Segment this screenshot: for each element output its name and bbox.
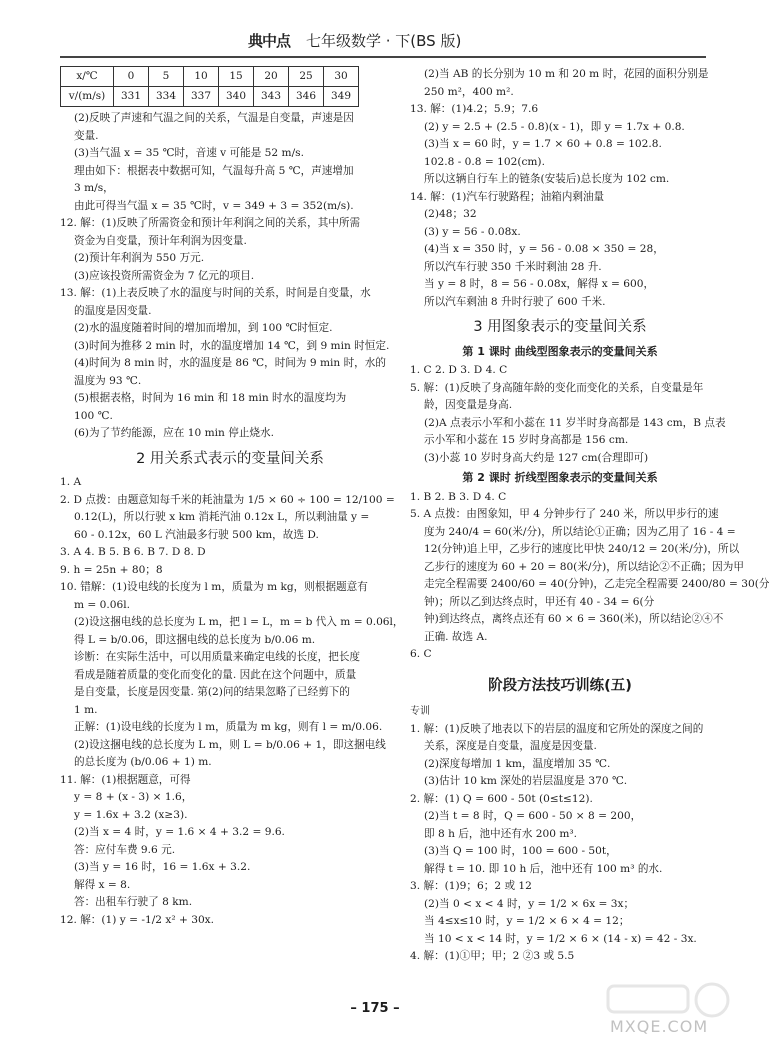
answer-line: 14. 解：(1)汽车行驶路程；油箱内剩油量 xyxy=(410,190,605,203)
speed-temperature-table xyxy=(60,66,359,107)
answer-line: 由此可得当气温 x = 35 ℃时，v = 349 + 3 = 352(m/s). xyxy=(74,199,354,212)
answer-line: 当 10 < x < 14 时，y = 1/2 × 6 × (14 - x) = 42 - 3x. xyxy=(424,932,697,945)
answer-line: 解得 x = 8. xyxy=(74,878,131,891)
brand-logo: 典中点 xyxy=(248,32,291,50)
left-column xyxy=(60,66,404,929)
answer-block xyxy=(60,474,404,929)
answer-line: (2)当 t = 8 时，Q = 600 - 50 × 8 = 200， xyxy=(424,810,642,822)
answer-line: (3)当 Q = 100 时，100 = 600 - 50t， xyxy=(424,845,617,857)
answer-line: 所以汽车行驶 350 千米时剩油 28 升. xyxy=(424,260,602,273)
answer-line: 3 m/s， xyxy=(74,182,114,194)
answer-line: 12. 解：(1)反映了所需资金和预计年利润之间的关系，其中所需 xyxy=(60,217,361,229)
lesson-title: 第 2 课时 折线型图象表示的变量间关系 xyxy=(462,471,658,484)
answer-line: y = 8 + (x - 3) × 1.6， xyxy=(74,791,193,803)
answer-line: 是自变量，长度是因变量. 第(2)问的结果忽略了已经剪下的 xyxy=(74,686,350,698)
answer-line: 102.8 - 0.8 = 102(cm). xyxy=(424,155,545,168)
answer-line: 4. 解：(1)①甲；甲；2 ②3 或 5.5 xyxy=(410,950,575,962)
answer-line: (4)时间为 8 min 时，水的温度是 86 ℃，时间为 9 min 时，水的 xyxy=(74,357,386,369)
answer-line: 1 m. xyxy=(74,703,98,716)
special-label: 专训 xyxy=(410,706,430,717)
answer-block xyxy=(410,362,726,467)
answer-line: 当 4≤x≤10 时，y = 1/2 × 6 × 4 = 12； xyxy=(424,915,630,927)
answer-line: 250 m²，400 m². xyxy=(424,85,514,98)
answer-line: 60 - 0.12x，60 L 汽油最多行驶 500 km，故选 D. xyxy=(74,528,319,541)
answer-line: (2)反映了声速和气温之间的关系，气温是自变量，声速是因 xyxy=(74,112,354,124)
answer-line: (3)时间为推移 2 min 时，水的温度增加 14 ℃，到 9 min 时恒定. xyxy=(74,339,390,352)
answer-line: (3)当 y = 16 时，16 = 1.6x + 3.2. xyxy=(74,861,251,873)
answer-line: (3)当 x = 60 时，y = 1.7 × 60 + 0.8 = 102.8. xyxy=(424,138,662,150)
answer-line: m = 0.06l. xyxy=(74,598,130,611)
table-cell: 30 xyxy=(324,67,359,87)
page-header xyxy=(0,30,750,58)
answer-line: (2)设这捆电线的总长度为 L m，则 L = b/0.06 + 1，即这捆电线 xyxy=(74,738,386,751)
answer-line: 当 y = 8 时，8 = 56 - 0.08x，解得 x = 600， xyxy=(424,278,655,290)
answer-line: 3. 解：(1)9；6；2 或 12 xyxy=(410,880,532,892)
answer-block xyxy=(410,489,769,664)
answer-line: (3)应该投资所需资金为 7 亿元的项目. xyxy=(74,269,255,282)
book-title: 七年级数学 · 下(BS 版) xyxy=(306,32,462,50)
answer-line: 1. C 2. D 3. D 4. C xyxy=(410,364,508,376)
answer-line: 示小军和小蕊在 15 岁时身高都是 156 cm. xyxy=(424,434,629,446)
table-cell: 20 xyxy=(254,67,289,87)
table-cell: 0 xyxy=(114,67,149,87)
table-cell: 5 xyxy=(149,67,184,87)
answer-line: 答：出租车行驶了 8 km. xyxy=(74,896,193,908)
section-title: 3 用图象表示的变量间关系 xyxy=(473,319,647,335)
answer-line: (3)当气温 x = 35 ℃时，音速 v 可能是 52 m/s. xyxy=(74,147,304,159)
answer-line: 1. A xyxy=(60,476,82,488)
answer-line: 11. 解：(1)根据题意，可得 xyxy=(60,773,191,786)
answer-line: 10. 错解：(1)设电线的长度为 l m，质量为 m kg，则根据题意有 xyxy=(60,581,368,593)
answer-line: (3) y = 56 - 0.08x. xyxy=(424,225,521,238)
table-cell: 346 xyxy=(289,87,324,107)
answer-line: 乙步行的速度为 60 + 20 = 80(米/分)，所以结论②不正确；因为甲 xyxy=(424,560,744,573)
answer-line: 龄，因变量是身高. xyxy=(424,399,513,411)
answer-line: 答：应付车费 9.6 元. xyxy=(74,843,176,856)
answer-line: 100 ℃. xyxy=(74,409,113,422)
answer-line: 钟)；所以乙到达终点时，甲还有 40 - 34 = 6(分 xyxy=(424,595,655,608)
table-row xyxy=(61,67,359,87)
table-cell: 25 xyxy=(289,67,324,87)
right-column xyxy=(410,66,769,966)
answer-line: (4)当 x = 350 时，y = 56 - 0.08 × 350 = 28， xyxy=(424,243,664,255)
answer-line: 5. 解：(1)反映了身高随年龄的变化而变化的关系，自变量是年 xyxy=(410,381,704,394)
answer-line: 钟)到达终点，离终点还有 60 × 6 = 360(米)，所以结论②④不 xyxy=(424,613,724,625)
table-cell: x/℃ xyxy=(61,67,114,87)
answer-line: 理由如下：根据表中数据可知，气温每升高 5 ℃，声速增加 xyxy=(74,164,354,177)
answer-line: 关系，深度是自变量，温度是因变量. xyxy=(424,740,597,752)
answer-line: (2)48；32 xyxy=(424,208,477,220)
header-divider xyxy=(60,56,706,58)
page-number: – 175 – xyxy=(350,1001,400,1016)
table-cell: 343 xyxy=(254,87,289,107)
table-cell: 10 xyxy=(184,67,219,87)
answer-line: 温度为 93 ℃. xyxy=(74,374,142,387)
answer-line: 正确. 故选 A. xyxy=(424,630,488,643)
answer-line: 2. D 点拨：由题意知每千米的耗油量为 1/5 × 60 ÷ 100 = 12/100 = xyxy=(60,493,395,506)
table-cell: 15 xyxy=(219,67,254,87)
answer-line: 的温度是因变量. xyxy=(74,304,152,317)
answer-line: 看成是随着质量的变化而变化的量. 因此在这个问题中，质量 xyxy=(74,668,357,681)
answer-line: (2)当 AB 的长分别为 10 m 和 20 m 时，花园的面积分别是 xyxy=(424,68,709,80)
answer-line: 5. A 点拨：由图象知，甲 4 分钟步行了 240 米，所以甲步行的速 xyxy=(410,508,719,520)
watermark-text: MXQE.COM xyxy=(610,1017,709,1036)
answer-line: (2) y = 2.5 + (2.5 - 0.8)(x - 1)，即 y = 1.7x + 0.8. xyxy=(424,120,685,133)
answer-block xyxy=(410,66,710,311)
answer-line: 13. 解：(1)上表反映了水的温度与时间的关系，时间是自变量，水 xyxy=(60,287,371,299)
answer-line: (3)小蕊 10 岁时身高大约是 127 cm(合理即可) xyxy=(424,451,649,464)
answer-line: 12(分钟)追上甲，乙步行的速度比甲快 240/12 = 20(米/分)，所以 xyxy=(424,543,740,555)
answer-line: 诊断：在实际生活中，可以用质量来确定电线的长度，把长度 xyxy=(74,651,361,663)
table-cell: v/(m/s) xyxy=(61,87,114,107)
answer-line: 走完全程需要 2400/60 = 40(分钟)，乙走完全程需要 2400/80 = 30(分 xyxy=(424,578,769,590)
answer-line: (5)根据表格，时间为 16 min 和 18 min 时水的温度均为 xyxy=(74,392,347,404)
table-cell: 331 xyxy=(114,87,149,107)
table-cell: 349 xyxy=(324,87,359,107)
answer-line: (2)设这捆电线的总长度为 L m，把 l = L，m = b 代入 m = 0.06l， xyxy=(74,616,404,628)
answer-line: 解得 t = 10. 即 10 h 后，池中还有 100 m³ 的水. xyxy=(424,862,663,875)
answer-line: (3)估计 10 km 深处的岩层温度是 370 ℃. xyxy=(424,775,628,787)
answer-line: (2)当 x = 4 时，y = 1.6 × 4 + 3.2 = 9.6. xyxy=(74,826,285,838)
answer-block xyxy=(60,110,400,443)
answer-line: 得 L = b/0.06，即这捆电线的总长度为 b/0.06 m. xyxy=(74,633,316,646)
section-title: 2 用关系式表示的变量间关系 xyxy=(136,450,324,467)
answer-line: y = 1.6x + 3.2 (x≥3). xyxy=(74,808,188,821)
answer-line: (2)深度每增加 1 km，温度增加 35 ℃. xyxy=(424,757,611,770)
table-row xyxy=(61,87,359,107)
table-cell: 334 xyxy=(149,87,184,107)
stage-title: 阶段方法技巧训练(五) xyxy=(488,677,632,694)
answer-line: 度为 240/4 = 60(米/分)，所以结论①正确；因为乙用了 16 - 4 = xyxy=(424,525,736,538)
answer-line: (2)预计年利润为 550 万元. xyxy=(74,252,205,264)
table-cell: 337 xyxy=(184,87,219,107)
answer-line: 6. C xyxy=(410,648,432,660)
answer-line: 所以汽车剩油 8 升时行驶了 600 千米. xyxy=(424,295,606,308)
table-cell: 340 xyxy=(219,87,254,107)
answer-line: (2)当 0 < x < 4 时，y = 1/2 × 6x = 3x； xyxy=(424,897,635,910)
answer-line: (6)为了节约能源，应在 10 min 停止烧水. xyxy=(74,427,274,439)
answer-line: 所以这辆自行车上的链条(安装后)总长度为 102 cm. xyxy=(424,173,670,185)
answer-line: 2. 解：(1) Q = 600 - 50t (0≤t≤12). xyxy=(410,792,593,805)
answer-line: 正解：(1)设电线的长度为 l m，质量为 m kg，则有 l = m/0.06. xyxy=(74,721,383,733)
answer-line: 1. 解：(1)反映了地表以下的岩层的温度和它所处的深度之间的 xyxy=(410,722,704,735)
answer-line: 即 8 h 后，池中还有水 200 m³. xyxy=(424,827,578,840)
answer-line: 12. 解：(1) y = -1/2 x² + 30x. xyxy=(60,913,215,926)
answer-line: 变量. xyxy=(74,129,99,142)
answer-line: (2)A 点表示小军和小蕊在 11 岁半时身高都是 143 cm，B 点表 xyxy=(424,416,726,429)
answer-block xyxy=(410,721,710,966)
answer-line: 1. B 2. B 3. D 4. C xyxy=(410,490,507,503)
answer-line: 资金为自变量，预计年利润为因变量. xyxy=(74,234,247,247)
answer-line: 9. h = 25n + 80；8 xyxy=(60,563,163,576)
answer-line: 13. 解：(1)4.2；5.9；7.6 xyxy=(410,103,539,115)
answer-line: 的总长度为 (b/0.06 + 1) m. xyxy=(74,756,212,768)
answer-line: (2)水的温度随着时间的增加而增加，到 100 ℃时恒定. xyxy=(74,322,333,334)
answer-line: 3. A 4. B 5. B 6. B 7. D 8. D xyxy=(60,546,206,558)
lesson-title: 第 1 课时 曲线型图象表示的变量间关系 xyxy=(462,344,658,358)
answer-line: 0.12(L)，所以行驶 x km 消耗汽油 0.12x L，所以剩油量 y = xyxy=(74,511,370,523)
